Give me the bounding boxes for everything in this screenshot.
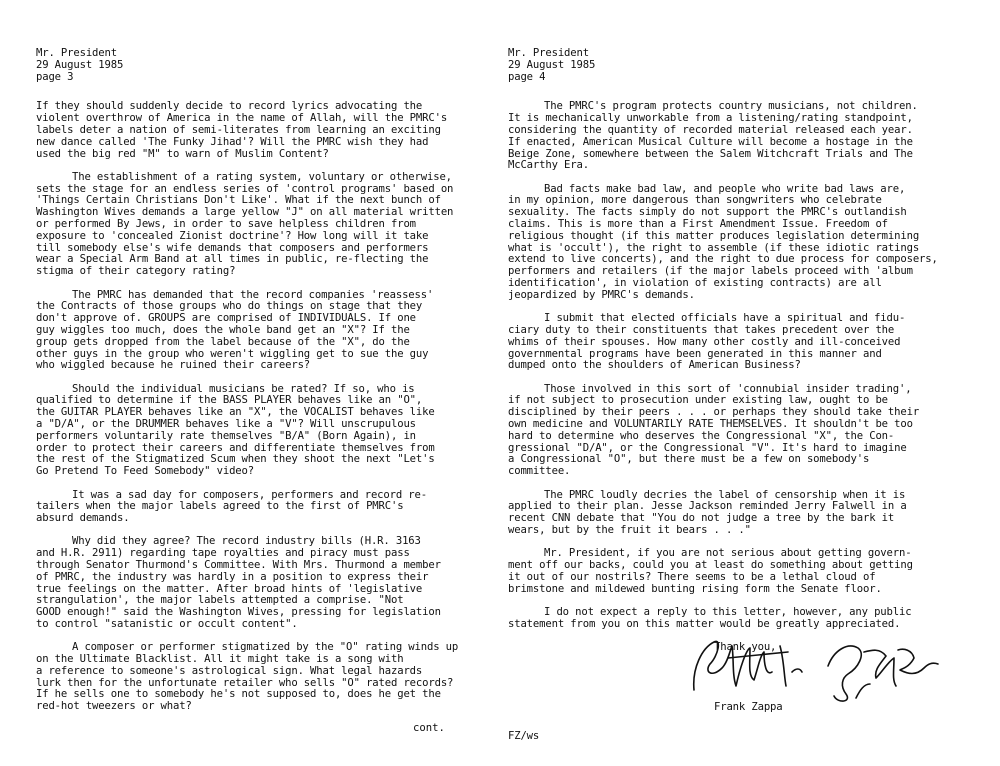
letter-page-4 bbox=[508, 0, 960, 742]
paragraph: I submit that elected officials have a spiritual and fidu- ciary duty to their constituents that takes precedent over the whims of their spouses. How many other costly and ill-conceived governmental programs have been generated in this manner and dumped onto the shoulders of American Business? bbox=[508, 312, 906, 372]
letter-header bbox=[36, 48, 488, 83]
paragraph: The PMRC's program protects country musicians, not children. It is mechanically unworkable from a listening/rating standpoint, considering the quantity of recorded material released each year. If enacted, American Musical Culture will become a hostage in the Beige Zone, somewhere between the Salem Witchcraft Trials and The McCarthy Era. bbox=[508, 100, 918, 172]
paragraph: It was a sad day for composers, performers and record re- tailers when the major labels agreed to the first of PMRC's absurd demands. bbox=[36, 488, 427, 525]
letter-header bbox=[508, 48, 960, 83]
paragraph: Why did they agree? The record industry bills (H.R. 3163 and H.R. 2911) regarding tape royalties and piracy must pass through Senator Thurmond's Committee. With Mrs. Thurmond a member of PMRC, the industry was hardly in a position to express their true feelings on the matter. After broad hints of 'legislative strangulation', the major labels attempted a comprise. "Not GOOD enough!" said the Washington Wives, pressing for legislation to control "satanistic or occult content". bbox=[36, 535, 441, 630]
header-page-number: page 3 bbox=[36, 70, 74, 83]
paragraph: The establishment of a rating system, voluntary or otherwise, sets the stage for an endless series of 'control programs' based on 'Things Certain Christians Don't Like'. What if the next bunch of Washington Wives demands a large yellow "J" on all material written or performed By Jews, in order to save helpless children from exposure to 'concealed Zionist doctrine'? How long will it take till somebody else's wife demands that composers and performers wear a Special Arm Band at all times in public, re-flecting the stigma of their category rating? bbox=[36, 170, 454, 278]
handwritten-signature bbox=[688, 628, 958, 708]
paragraph: The PMRC loudly decries the label of censorship when it is applied to their plan. Jesse Jackson reminded Jerry Falwell in a recent CNN debate that "You do not judge a tree by the bark it wears, but by the fruit it bears . . ." bbox=[508, 488, 907, 536]
paragraph: Bad facts make bad law, and people who write bad laws are, in my opinion, more dangerous than songwriters who celebrate sexuality. The facts simply do not support the PMRC's outlandish claims. This is more than a First Amendment Issue. Freedom of religious thought (if this matter produces legislation determining what is 'occult'), the right to assemble (if these idiotic ratings extend to live concerts), and the right to due process for composers, performers and retailers (if the major labels proceed with 'album identification', in violation of existing contracts) are all jeopardized by PMRC's demands. bbox=[508, 182, 938, 301]
reference-initials: FZ/ws bbox=[508, 729, 540, 742]
paragraph: If they should suddenly decide to record lyrics advocating the violent overthrow of America in the name of Allah, will the PMRC's labels deter a nation of semi-literates from learning an exciting new dance called 'The Funky Jihad'? Will the PMRC wish they had used the big red "M" to warn of Muslim Content? bbox=[36, 100, 448, 160]
paragraph: Mr. President, if you are not serious about getting govern- ment off our backs, could you at least do something about getting it out of our nostrils? There seems to be a lethal cloud of brimstone and mildewed bunting rising form the Senate floor. bbox=[508, 547, 913, 595]
header-addressee: Mr. President bbox=[36, 47, 117, 59]
paragraph: Should the individual musicians be rated? If so, who is qualified to determine if the BASS PLAYER behaves like an "O", the GUITAR PLAYER behaves like an "X", the VOCALIST behaves like a "D/A", or the DRUMMER behaves like a "V"? Will unscrupulous performers voluntarily rate themselves "B/A" (Born Again), in order to protect their careers and differentiate themselves from the rest of the Stigmatized Scum when they shoot the next "Let's Go Pretend To Feed Somebody" video? bbox=[36, 382, 435, 478]
closing-line: Thank you, bbox=[714, 640, 777, 653]
paragraph: I do not expect a reply to this letter, however, any public statement from you on this matter would be greatly appreciated. bbox=[508, 605, 912, 630]
header-date: 29 August 1985 bbox=[508, 58, 596, 71]
letter-page-3 bbox=[36, 0, 488, 725]
signature-block bbox=[508, 640, 960, 742]
paragraph: The PMRC has demanded that the record companies 'reassess' the Contracts of those groups who do things on stage that they don't approve of. GROUPS are comprised of INDIVIDUALS. If one guy wiggles too much, does the whole band get an "X"? If the group gets dropped from the label because of the "X", do the other guys in the group who weren't wiggling get to sue the guy who wiggled because he ruined their careers? bbox=[36, 288, 434, 372]
header-addressee: Mr. President bbox=[508, 47, 589, 59]
header-date: 29 August 1985 bbox=[36, 58, 124, 71]
signer-name: Frank Zappa bbox=[714, 700, 783, 713]
paragraph: A composer or performer stigmatized by the "O" rating winds up on the Ultimate Blacklist. All it might take is a song with a reference to someone's astrological sign. What legal hazards lurk then for the unfortunate retailer who sells "O" rated records? If he sells one to somebody he's not supposed to, does he get the red-hot tweezers or what? bbox=[36, 641, 459, 713]
continued-marker: cont. bbox=[413, 722, 445, 734]
header-page-number: page 4 bbox=[508, 70, 546, 83]
paragraph: Those involved in this sort of 'connubial insider trading', if not subject to prosecution under existing law, ought to be disciplined by their peers . . . or perhaps they should take their own medicine and VOLUNTARILY RATE THEMSELVES. It shouldn't be too hard to determine who deserves the Congressional "X", the Con- gressional "D/A", or the Congressional "V". It's hard to imagine a Congressional "O", but there must be a few on somebody's committee. bbox=[508, 382, 920, 478]
